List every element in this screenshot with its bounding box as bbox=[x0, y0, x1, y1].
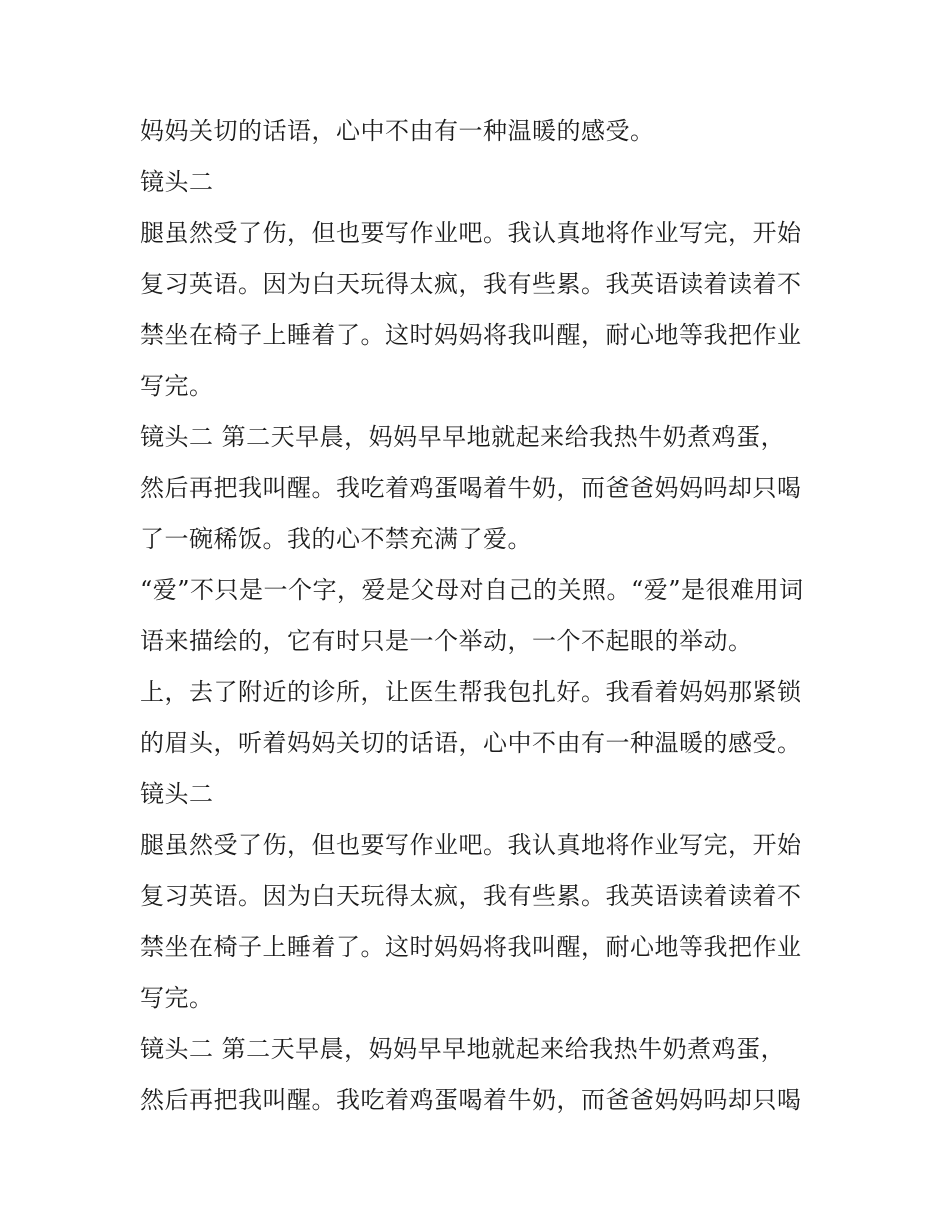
text-line: 上，去了附近的诊所，让医生帮我包扎好。我看着妈妈那紧锁 bbox=[140, 678, 802, 706]
text-line: 腿虽然受了伤，但也要写作业吧。我认真地将作业写完，开始 bbox=[140, 219, 802, 247]
text-line: 然后再把我叫醒。我吃着鸡蛋喝着牛奶，而爸爸妈妈吗却只喝 bbox=[140, 474, 802, 502]
text-line: 语来描绘的，它有时只是一个举动，一个不起眼的举动。 bbox=[140, 627, 753, 655]
text-line: 的眉头，听着妈妈关切的话语，心中不由有一种温暖的感受。 bbox=[140, 729, 802, 757]
section-heading: 镜头二 bbox=[140, 168, 214, 196]
text-line: 了一碗稀饭。我的心不禁充满了爱。 bbox=[140, 525, 532, 553]
section-heading: 镜头二 bbox=[140, 780, 214, 808]
text-line: 复习英语。因为白天玩得太疯，我有些累。我英语读着读着不 bbox=[140, 270, 802, 298]
text-line: 然后再把我叫醒。我吃着鸡蛋喝着牛奶，而爸爸妈妈吗却只喝 bbox=[140, 1086, 802, 1114]
text-line: 复习英语。因为白天玩得太疯，我有些累。我英语读着读着不 bbox=[140, 882, 802, 910]
text-line: “爱”不只是一个字，爱是父母对自己的关照。“爱”是很难用词 bbox=[140, 576, 804, 604]
text-line: 腿虽然受了伤，但也要写作业吧。我认真地将作业写完，开始 bbox=[140, 831, 802, 859]
text-line: 镜头二 第二天早晨，妈妈早早地就起来给我热牛奶煮鸡蛋， bbox=[140, 1035, 786, 1063]
document-body bbox=[140, 106, 820, 1126]
text-line: 禁坐在椅子上睡着了。这时妈妈将我叫醒，耐心地等我把作业 bbox=[140, 321, 802, 349]
text-line: 妈妈关切的话语，心中不由有一种温暖的感受。 bbox=[140, 117, 655, 145]
text-line: 写完。 bbox=[140, 372, 214, 400]
text-line: 镜头二 第二天早晨，妈妈早早地就起来给我热牛奶煮鸡蛋， bbox=[140, 423, 786, 451]
text-line: 写完。 bbox=[140, 984, 214, 1012]
text-line: 禁坐在椅子上睡着了。这时妈妈将我叫醒，耐心地等我把作业 bbox=[140, 933, 802, 961]
